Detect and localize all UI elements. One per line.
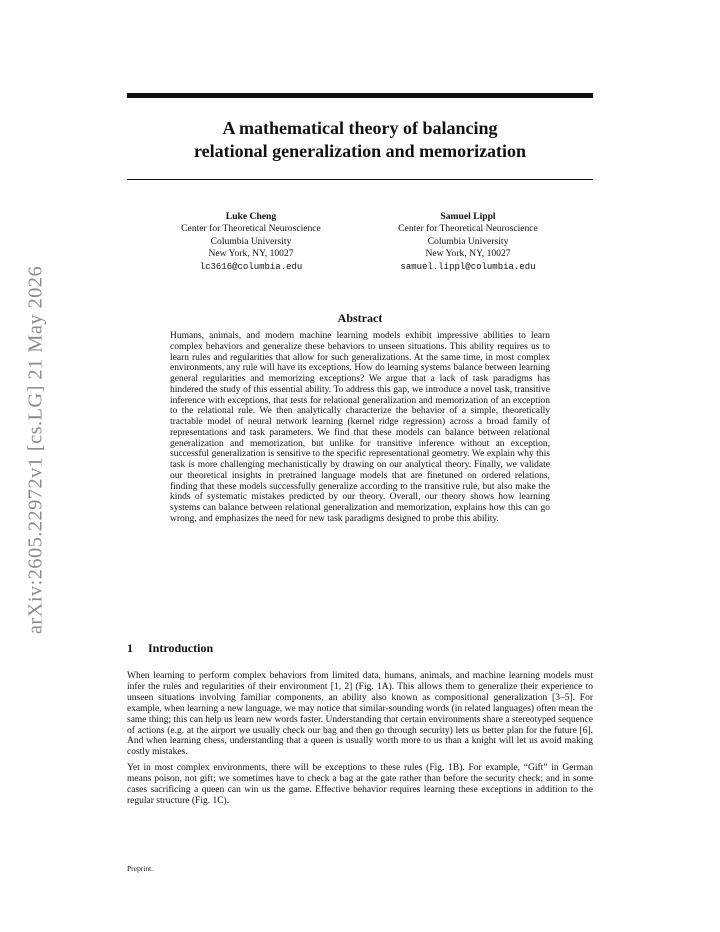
title-bottom-rule — [127, 179, 593, 180]
arxiv-identifier[interactable]: arXiv:2605.22972v1 [cs.LG] 21 May 2026 — [24, 265, 47, 635]
author-block — [127, 211, 593, 281]
author-2 — [363, 211, 573, 273]
section-heading — [127, 641, 213, 656]
paragraph: Yet in most complex environments, there will be exceptions to these rules (Fig. 1B). For example, “Gift” in German means poison, not gift; we sometimes have to check a bag at the gate rather than before the security check; and in some cases sacrificing a queen can win us the game. Effective behavior requires learning these exceptions in addition to the regular structure (Fig. 1C). — [127, 763, 593, 806]
title-top-rule — [127, 93, 593, 98]
author-affiliation: Center for Theoretical Neuroscience — [181, 223, 321, 235]
introduction-body — [127, 671, 593, 812]
author-affiliation: Center for Theoretical Neuroscience — [398, 223, 538, 235]
section-title: Introduction — [148, 641, 214, 655]
author-address: New York, NY, 10027 — [208, 248, 294, 260]
title-line-1: A mathematical theory of balancing — [222, 118, 498, 138]
paper-title — [127, 117, 593, 163]
paragraph: When learning to perform complex behaviors from limited data, humans, animals, and machine learning models must infer the rules and regularities of their environment [1, 2] (Fig. 1A). This allows them to generalize their experience to unseen situations involving familiar components, an ability also known as compositional generalization [3–5]. For example, when learning a new language, we may notice that similar-sounding words (in related languages) often mean the same thing; this can help us learn new words faster. Understanding that certain environments share a stereotyped sequence of actions (e.g. at the airport we usually check our bag and then go through security) lets us better plan for the future [6]. And when learning chess, understanding that a queen is usually worth more to us than a knight will let us avoid making costly mistakes. — [127, 671, 593, 758]
author-institution: Columbia University — [210, 235, 292, 247]
section-number: 1 — [127, 641, 133, 655]
author-email[interactable]: samuel.lippl@columbia.edu — [400, 261, 536, 272]
abstract-text: Humans, animals, and modern machine learning models exhibit impressive abilities to learn complex behaviors and generalize these behaviors to unseen situations. This ability requires us to learn rules and regularities that allow for such generalizations. At the same time, in most complex environments, any rule will have its exceptions. How do learning systems balance between learning general regularities and memorizing exceptions? We argue that a lack of task paradigms has hindered the study of this essential ability. To address this gap, we introduce a novel task, transitive inference with exceptions, that tests for relational generalization and memorization of an exception to the relational rule. We then analytically characterize the behavior of a simple, theoretically tractable model of neural network learning (kernel ridge regression) across a broad family of representations and task parameters. We find that these models can balance between relational generalization and memorization, but unlike for transitive inference without an exception, successful generalization is sensitive to the specific representational geometry. We explain why this task is more challenging mechanistically by drawing on our analytical theory. Finally, we validate our theoretical insights in pretrained language models that are finetuned on ordered relations, finding that these models successfully generalize according to the transitive rule, but also make the kinds of systematic mistakes predicted by our theory. Overall, our theory shows how learning systems can balance between relational generalization and memorization, explains how this can go wrong, and emphasizes the need for new task paradigms designed to probe this ability. — [170, 331, 550, 524]
abstract-heading: Abstract — [337, 311, 383, 325]
title-line-2: relational generalization and memorization — [193, 141, 527, 161]
author-address: New York, NY, 10027 — [425, 248, 511, 260]
author-1 — [146, 211, 356, 273]
preprint-footer: Preprint. — [127, 864, 154, 873]
author-email[interactable]: lc3616@columbia.edu — [199, 261, 303, 272]
author-name: Samuel Lippl — [440, 211, 496, 222]
author-institution: Columbia University — [427, 235, 509, 247]
author-name: Luke Cheng — [225, 211, 277, 222]
